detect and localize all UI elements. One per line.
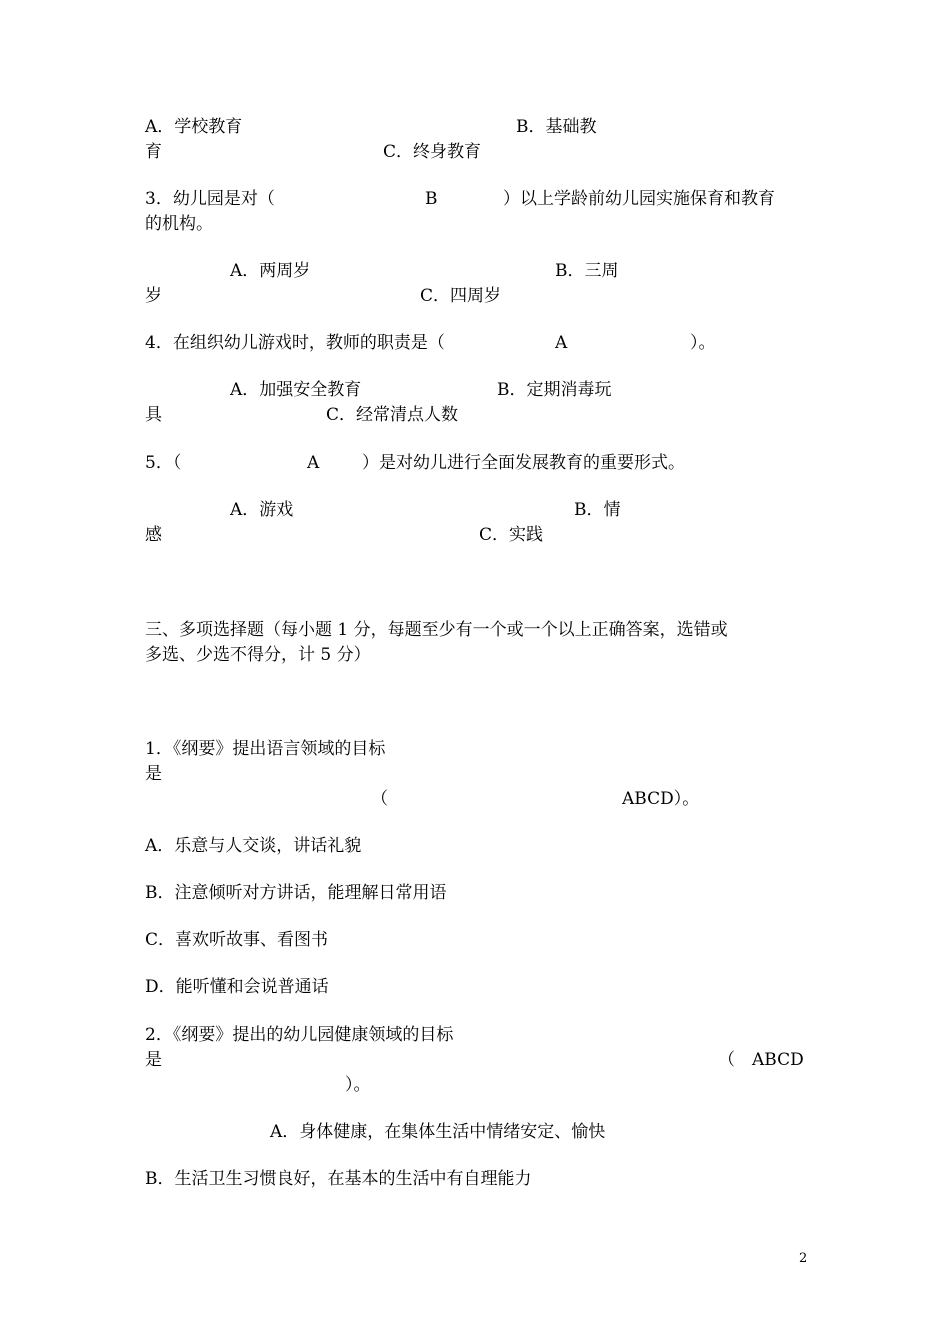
mq2-option-b: B．生活卫生习惯良好，在基本的生活中有自理能力 — [145, 1169, 532, 1189]
question-5-start: 5．（ — [145, 453, 182, 473]
option-a-school-education: A．学校教育 — [145, 117, 243, 137]
section-3-heading-line2: 多选、少选不得分，计 5 分） — [145, 645, 371, 665]
q4-option-a: A．加强安全教育 — [230, 380, 362, 400]
multi-question-1-line2: 是 — [145, 764, 162, 784]
mq1-option-c: C．喜欢听故事、看图书 — [145, 930, 329, 950]
q3-option-b-part2: 岁 — [145, 286, 162, 306]
multi-question-2-line1: 2．《纲要》提出的幼儿园健康领域的目标 — [145, 1025, 454, 1045]
section-3-heading-line1: 三、多项选择题（每小题 1 分，每题至少有一个或一个以上正确答案，选错或 — [145, 620, 728, 640]
mq1-option-d: D．能听懂和会说普通话 — [145, 977, 329, 997]
multi-question-1-bracket: （ — [371, 789, 388, 809]
question-4-start: 4．在组织幼儿游戏时，教师的职责是（ — [145, 333, 445, 353]
question-4-answer: A — [555, 333, 568, 353]
q4-option-c: C．经常清点人数 — [326, 405, 459, 425]
question-3-start: 3．幼儿园是对（ — [145, 189, 275, 209]
mq2-option-a: A．身体健康，在集体生活中情绪安定、愉快 — [270, 1122, 606, 1142]
multi-question-2-end: ）。 — [345, 1075, 371, 1095]
q3-option-b-part1: B．三周 — [555, 261, 619, 281]
question-3-rest: ）以上学龄前幼儿园实施保育和教育 — [503, 189, 775, 209]
multi-question-1-answer: ABCD）。 — [622, 789, 700, 809]
q5-option-c: C．实践 — [479, 525, 544, 545]
q3-option-c: C．四周岁 — [420, 286, 502, 306]
multi-question-2-line2: 是 — [145, 1050, 162, 1070]
option-b-basic-education-part2: 育 — [145, 142, 162, 162]
question-3-end: 的机构。 — [145, 214, 213, 234]
option-c-lifelong-education: C．终身教育 — [383, 142, 482, 162]
option-b-basic-education-part1: B．基础教 — [516, 117, 597, 137]
question-5-answer: A — [307, 453, 320, 473]
q4-option-b-part1: B．定期消毒玩 — [497, 380, 612, 400]
mq1-option-b: B．注意倾听对方讲话，能理解日常用语 — [145, 883, 447, 903]
q4-option-b-part2: 具 — [145, 405, 162, 425]
q3-option-a: A．两周岁 — [230, 261, 311, 281]
question-4-end: ）。 — [690, 333, 716, 353]
page-number: 2 — [799, 1251, 808, 1266]
multi-question-2-answer: （ ABCD — [718, 1050, 804, 1070]
q5-option-b-part2: 感 — [145, 525, 162, 545]
mq1-option-a: A．乐意与人交谈，讲话礼貌 — [145, 836, 362, 856]
q5-option-b-part1: B．情 — [574, 500, 621, 520]
q5-option-a: A．游戏 — [230, 500, 294, 520]
question-3-answer: B — [425, 189, 438, 209]
question-5-rest: ）是对幼儿进行全面发展教育的重要形式。 — [362, 453, 685, 473]
multi-question-1-line1: 1．《纲要》提出语言领域的目标 — [145, 739, 386, 759]
